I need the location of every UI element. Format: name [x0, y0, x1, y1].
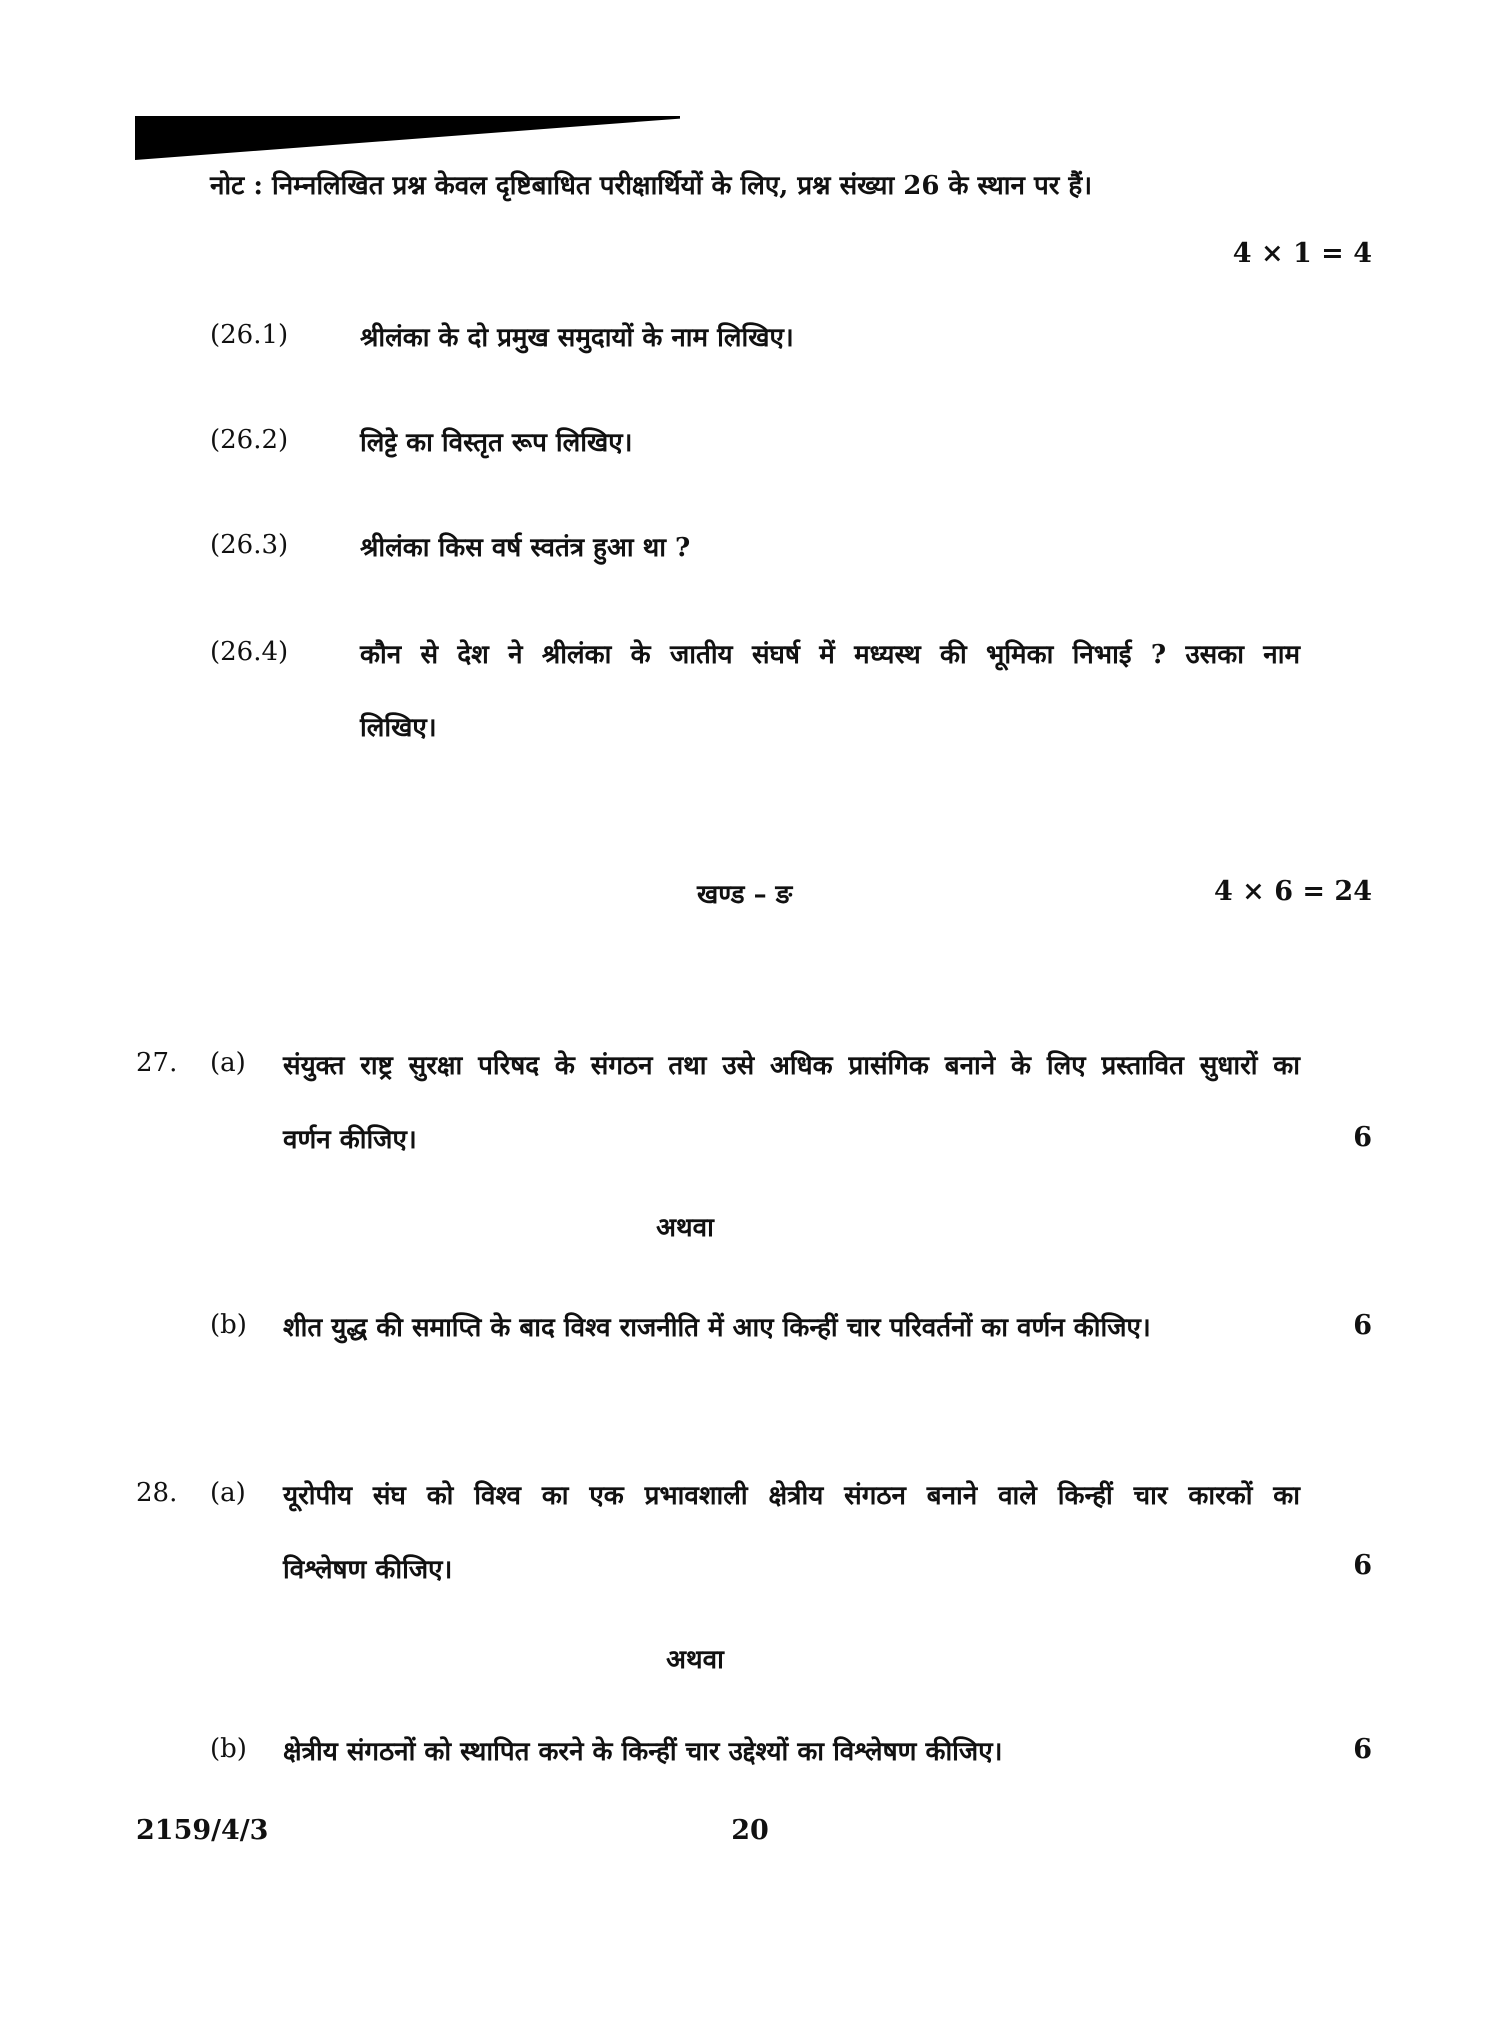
question-label-28a: (a): [210, 1478, 246, 1508]
question-text-26-4-cont: लिखिए।: [360, 713, 437, 743]
or-divider-28: अथवा: [666, 1645, 724, 1675]
marks-28a: 6: [1353, 1550, 1372, 1581]
question-text-26-1: श्रीलंका के दो प्रमुख समुदायों के नाम लिखिए।: [360, 323, 794, 353]
question-text-27b: शीत युद्ध की समाप्ति के बाद विश्व राजनीति में आए किन्हीं चार परिवर्तनों का वर्णन कीजिए।: [283, 1313, 1151, 1343]
or-divider-27: अथवा: [656, 1213, 714, 1243]
paper-code: 2159/4/3: [136, 1815, 269, 1846]
question-text-28a-cont: विश्लेषण कीजिए।: [283, 1555, 453, 1585]
question-label-26-2: (26.2): [210, 425, 289, 455]
question-number-28: 28.: [136, 1478, 178, 1508]
question-label-26-4: (26.4): [210, 637, 289, 667]
question-text-27a: संयुक्त राष्ट्र सुरक्षा परिषद के संगठन तथा उसे अधिक प्रासंगिक बनाने के लिए प्रस्तावित सुधारों का: [283, 1051, 1300, 1081]
section-title: खण्ड – ङ: [697, 880, 793, 910]
marks-28b: 6: [1353, 1734, 1372, 1765]
question-text-28b: क्षेत्रीय संगठनों को स्थापित करने के किन्हीं चार उद्देश्यों का विश्लेषण कीजिए।: [283, 1737, 1003, 1767]
question-label-27a: (a): [210, 1048, 246, 1078]
question-label-28b: (b): [210, 1734, 247, 1764]
section-marks: 4 × 6 = 24: [1214, 876, 1372, 907]
marks-27a: 6: [1353, 1122, 1372, 1153]
vi-note: नोट : निम्नलिखित प्रश्न केवल दृष्टिबाधित परीक्षार्थियों के लिए, प्रश्न संख्या 26 के स्थान पर हैं।: [210, 171, 1093, 201]
question-label-27b: (b): [210, 1310, 247, 1340]
question-label-26-1: (26.1): [210, 320, 289, 350]
marks-27b: 6: [1353, 1310, 1372, 1341]
page-number: 20: [731, 1815, 769, 1846]
question-text-27a-cont: वर्णन कीजिए।: [283, 1125, 417, 1155]
question-text-26-2: लिट्टे का विस्तृत रूप लिखिए।: [360, 428, 633, 458]
question-label-26-3: (26.3): [210, 530, 289, 560]
question-text-26-3: श्रीलंका किस वर्ष स्वतंत्र हुआ था ?: [360, 533, 691, 563]
note-marks: 4 × 1 = 4: [1232, 238, 1372, 269]
redaction-bar: [135, 116, 680, 160]
question-number-27: 27.: [136, 1048, 178, 1078]
question-text-26-4: कौन से देश ने श्रीलंका के जातीय संघर्ष में मध्यस्थ की भूमिका निभाई ? उसका नाम: [360, 640, 1300, 670]
question-text-28a: यूरोपीय संघ को विश्व का एक प्रभावशाली क्षेत्रीय संगठन बनाने वाले किन्हीं चार कारकों का: [283, 1481, 1300, 1511]
